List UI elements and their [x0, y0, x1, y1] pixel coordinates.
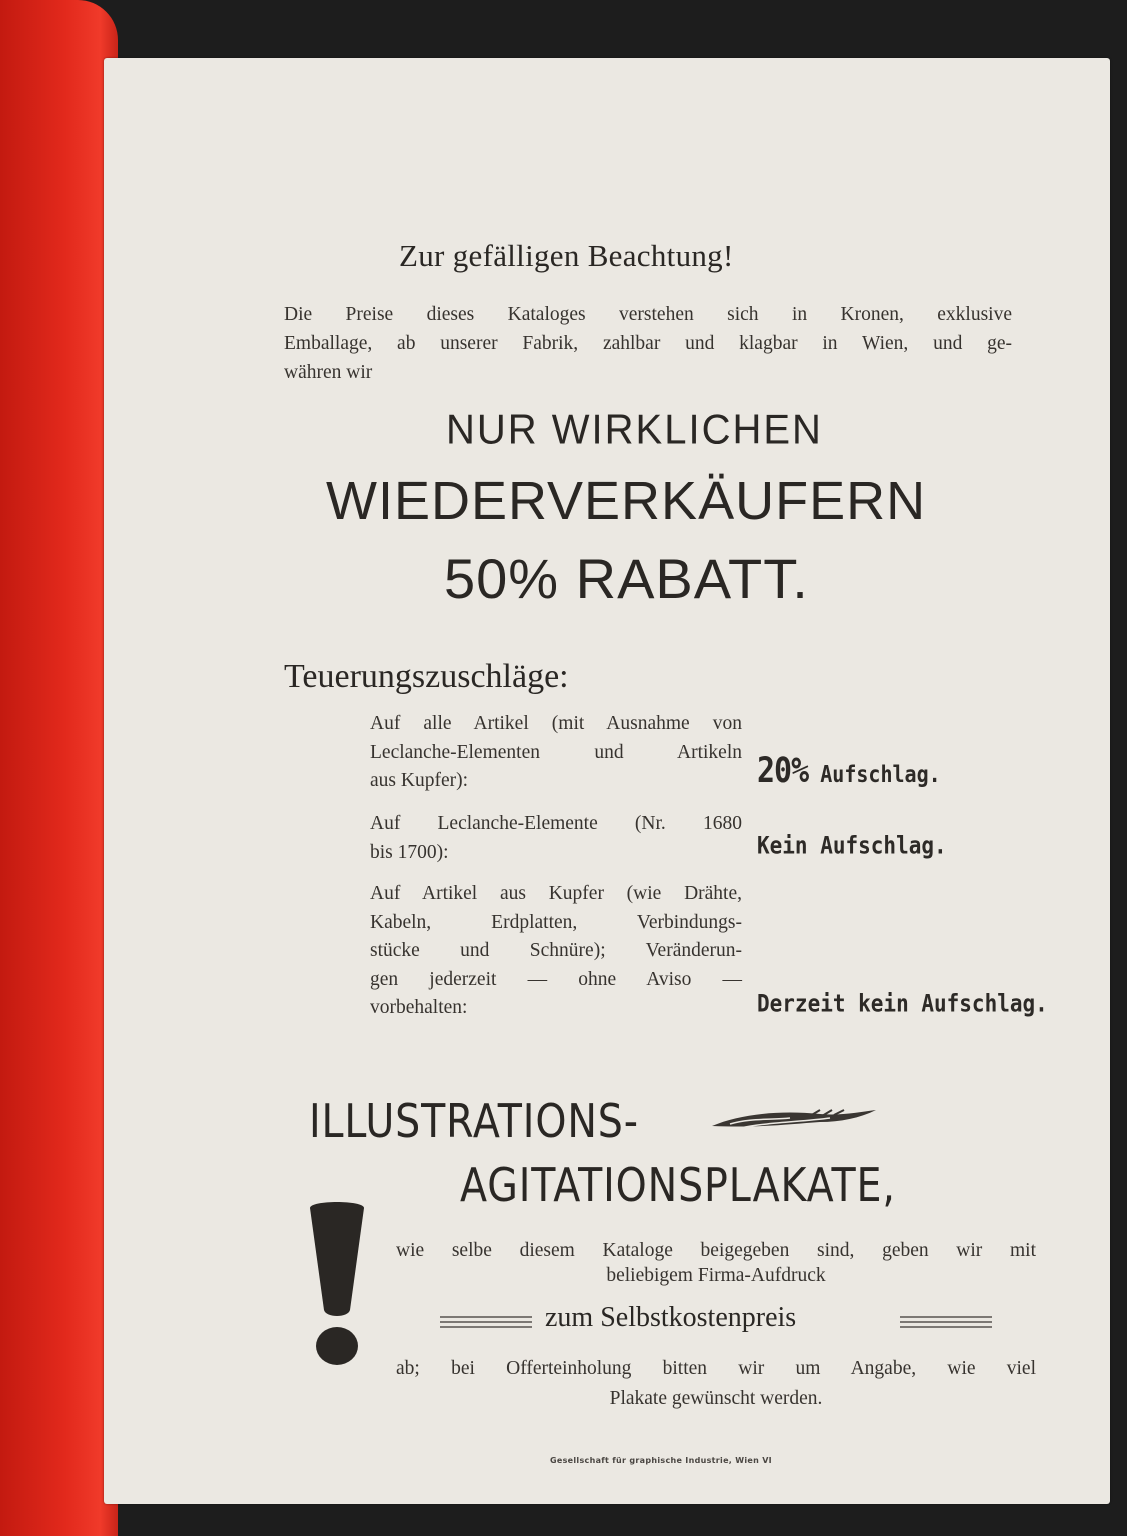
catalog-page	[104, 58, 1110, 1504]
surcharge-line: gen jederzeit — ohne Aviso —	[370, 968, 742, 990]
posters-title-line-1: ILLUSTRATIONS-	[309, 1094, 639, 1148]
intro-line: Emballage, ab unserer Fabrik, zahlbar und klagbar in Wien, und ge-	[284, 333, 1012, 354]
surcharge-line: Auf Artikel aus Kupfer (wie Drähte,	[370, 883, 742, 904]
decorative-rule-left	[440, 1314, 532, 1330]
intro-line: währen wir	[284, 362, 373, 383]
surcharge-line: bis 1700):	[370, 841, 449, 863]
offer-discount: 50% RABATT.	[444, 547, 809, 610]
intro-line: Die Preise dieses Kataloges verstehen sich in Kronen, exklusive	[284, 304, 1012, 325]
surcharge-value-3: Derzeit kein Aufschlag.	[757, 989, 1048, 1017]
surcharge-line: Leclanche-Elementen und Artikeln	[370, 741, 742, 763]
posters-description	[396, 1238, 1036, 1288]
decorative-rule-right	[900, 1314, 992, 1330]
surcharge-line: stücke und Schnüre); Veränderun-	[370, 940, 742, 961]
offer-line-1: NUR WIRKLICHEN	[446, 406, 823, 454]
page-heading: Zur gefälligen Beachtung!	[399, 238, 734, 273]
printer-imprint: Gesellschaft für graphische Industrie, Wien VI	[550, 1456, 772, 1465]
surcharge-line: aus Kupfer):	[370, 770, 469, 791]
surcharge-item-2	[370, 810, 742, 867]
surcharge-percent: 20%	[757, 750, 809, 791]
closing-line: Plakate gewünscht werden.	[609, 1388, 823, 1409]
description-line: beliebigem Firma-Aufdruck	[606, 1265, 826, 1286]
surcharge-label: Aufschlag.	[820, 759, 941, 788]
surcharge-value-1	[757, 751, 941, 791]
surcharge-line: Kabeln, Erdplatten, Verbindungs-	[370, 911, 742, 933]
surcharges-title: Teuerungszuschläge:	[284, 658, 569, 695]
description-line: wie selbe diesem Kataloge beigegeben sind, geben wir mit	[396, 1240, 1036, 1261]
surcharge-item-1	[370, 710, 742, 796]
closing-paragraph	[396, 1354, 1036, 1414]
surcharge-item-3	[370, 880, 742, 1023]
price-note: zum Selbstkostenpreis	[545, 1302, 797, 1333]
pointing-hand-ornament-icon	[710, 1108, 880, 1134]
red-catalog-cover	[0, 0, 118, 1536]
surcharge-line: Auf alle Artikel (mit Ausnahme von	[370, 713, 742, 734]
surcharge-line: vorbehalten:	[370, 997, 468, 1018]
posters-title-line-2: AGITATIONSPLAKATE,	[460, 1158, 896, 1212]
closing-line: ab; bei Offerteinholung bitten wir um Angabe, wie viel	[396, 1358, 1036, 1379]
exclamation-mark-icon	[302, 1198, 372, 1368]
offer-line-2: WIEDERVERKÄUFERN	[326, 471, 927, 531]
surcharge-line: Auf Leclanche-Elemente (Nr. 1680	[370, 813, 742, 834]
intro-paragraph	[284, 300, 1012, 387]
surcharge-value-2: Kein Aufschlag.	[757, 831, 947, 859]
